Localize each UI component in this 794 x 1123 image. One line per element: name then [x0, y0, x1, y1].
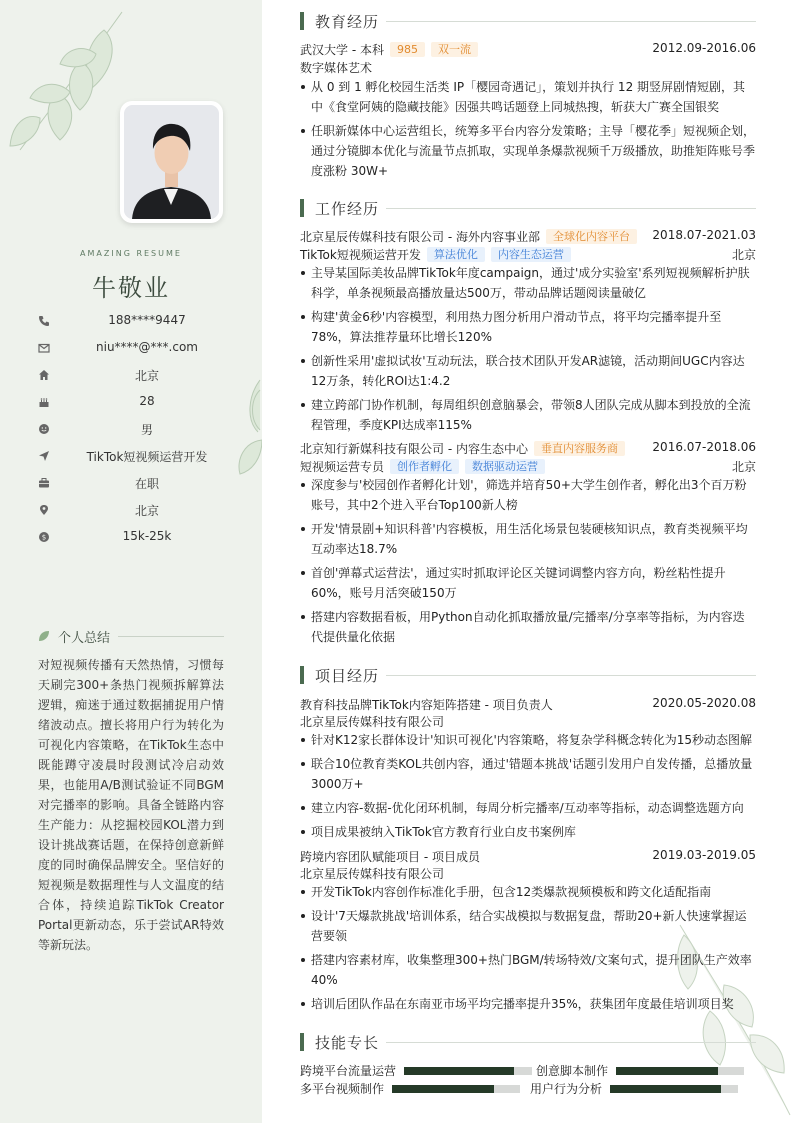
skill-item	[536, 1062, 744, 1078]
skill-bar-fill	[616, 1067, 718, 1075]
job-2-role: 短视频运营专员	[300, 460, 385, 474]
project-2-row	[300, 848, 756, 865]
skill-bar-fill	[392, 1085, 494, 1093]
info-gender	[38, 421, 238, 439]
education-row	[300, 41, 756, 58]
list-item: 首创'弹幕式运营法'，通过实时抓取评论区关键词调整内容方向，粉丝粘性提升60%，账号月活突破150万	[300, 563, 756, 603]
summary-heading	[38, 627, 224, 645]
info-email	[38, 340, 238, 358]
home-icon	[38, 369, 50, 381]
education-date: 2012.09-2016.06	[652, 41, 756, 55]
send-icon	[38, 450, 50, 462]
project-2-name: 跨境内容团队赋能项目 - 项目成员	[300, 850, 480, 864]
list-item: 联合10位教育类KOL共创内容，通过'错题本挑战'话题引发用户自发传播，总播放量3000万+	[300, 754, 756, 794]
section-accent-bar	[300, 12, 304, 30]
summary-divider	[118, 636, 224, 637]
job-2-role-tag: 数据驱动运营	[465, 459, 545, 474]
section-accent-bar	[300, 666, 304, 684]
school-name: 武汉大学 - 本科	[300, 43, 384, 57]
education-bullets	[300, 77, 756, 185]
work-title: 工作经历	[315, 200, 380, 218]
job-2-date: 2016.07-2018.06	[652, 440, 756, 454]
projects-title: 项目经历	[315, 667, 380, 685]
project-2-org-row	[300, 865, 756, 882]
project-1-org-row	[300, 713, 756, 730]
gender-value: 男	[140, 423, 153, 437]
sidebar	[0, 0, 262, 1123]
education-title: 教育经历	[315, 13, 380, 31]
age-value: 28	[139, 394, 155, 408]
list-item: 搭建内容素材库，收集整理300+热门BGM/转场特效/文案句式，提升团队生产效率40%	[300, 950, 756, 990]
project-2-date: 2019.03-2019.05	[652, 848, 756, 862]
summary-title: 个人总结	[58, 631, 111, 646]
job-1-company-row	[300, 228, 756, 245]
project-1-org: 北京星辰传媒科技有限公司	[300, 715, 445, 729]
position-value: TikTok短视频运营开发	[86, 450, 208, 464]
skill-item	[530, 1080, 738, 1096]
list-item: 构建'黄金6秒'内容模型，利用热力图分析用户滑动节点，将平均完播率提升至78%，算法推荐量环比增长120%	[300, 307, 756, 347]
phone-icon	[38, 315, 50, 327]
skills-heading	[300, 1032, 756, 1052]
list-item: 主导某国际美妆品牌TikTok年度campaign，通过'成分实验室'系列短视频解析护肤科学，单条视频最高播放量达500万，带动品牌话题阅读量破亿	[300, 263, 756, 303]
skills-title: 技能专长	[315, 1034, 380, 1052]
list-item: 创新性采用'虚拟试妆'互动玩法，联合技术团队开发AR滤镜，活动期间UGC内容达12万条，转化ROI达1:4.2	[300, 351, 756, 391]
info-phone	[38, 313, 238, 331]
info-position	[38, 448, 238, 466]
skill-bar-track	[392, 1085, 520, 1093]
list-item: 设计'7天爆款挑战'培训体系，结合实战模拟与数据复盘，帮助20+新人快速掌握运营要领	[300, 906, 756, 946]
job-2-city: 北京	[731, 460, 756, 474]
job-1-role-tag: 算法优化	[427, 247, 485, 262]
job-1-company-tag: 全球化内容平台	[546, 229, 637, 244]
job-1-role-row	[300, 246, 756, 263]
svg-text:$: $	[41, 533, 47, 542]
job-2-bullets	[300, 475, 756, 651]
cake-icon	[38, 396, 50, 408]
list-item: 建立跨部门协作机制，每周组织创意脑暴会，带领8人团队完成从脚本到投放的全流程管理，季度KPI达成率115%	[300, 395, 756, 435]
project-1-date: 2020.05-2020.08	[652, 696, 756, 710]
skill-bar-track	[610, 1085, 738, 1093]
leaf-icon	[38, 630, 50, 642]
skill-label: 跨境平台流量运营	[300, 1064, 397, 1078]
info-residence	[38, 367, 238, 385]
status-value: 在职	[134, 477, 159, 491]
salary-value: 15k-25k	[122, 529, 172, 543]
major: 数字媒体艺术	[300, 61, 373, 75]
location-value: 北京	[134, 504, 159, 518]
skill-bar-fill	[404, 1067, 514, 1075]
list-item: 建立内容-数据-优化闭环机制，每周分析完播率/互动率等指标，动态调整选题方向	[300, 798, 756, 818]
work-heading	[300, 198, 756, 218]
info-status	[38, 475, 238, 493]
job-1-company: 北京星辰传媒科技有限公司 - 海外内容事业部	[300, 230, 540, 244]
email-value: niu****@***.com	[96, 340, 198, 354]
job-2-role-tag: 创作者孵化	[390, 459, 459, 474]
money-icon	[38, 531, 50, 543]
skill-label: 多平台视频制作	[300, 1082, 385, 1096]
job-2-role-row	[300, 458, 756, 475]
project-2-bullets	[300, 882, 756, 1018]
job-2-company-row	[300, 440, 756, 457]
list-item: 搭建内容数据看板，用Python自动化抓取播放量/完播率/分享率等指标，为内容迭代提供量化依据	[300, 607, 756, 647]
skill-bar-track	[404, 1067, 532, 1075]
info-salary	[38, 529, 238, 547]
list-item: 项目成果被纳入TikTok官方教育行业白皮书案例库	[300, 822, 756, 842]
residence-value: 北京	[134, 369, 159, 383]
skill-item	[300, 1080, 520, 1096]
job-1-role: TikTok短视频运营开发	[300, 248, 421, 262]
list-item: 从 0 到 1 孵化校园生活类 IP「樱园奇遇记」，策划并执行 12 期竖屏剧情短剧，其中《食堂阿姨的隐藏技能》因强共鸣话题登上同城热搜，斩获大广赛全国银奖	[300, 77, 756, 117]
job-2-company-tag: 垂直内容服务商	[534, 441, 625, 456]
info-location	[38, 502, 238, 520]
smile-icon	[38, 423, 50, 435]
section-divider	[386, 1042, 756, 1043]
project-1-bullets	[300, 730, 756, 846]
education-heading	[300, 11, 756, 31]
section-divider	[386, 208, 756, 209]
project-2-org: 北京星辰传媒科技有限公司	[300, 867, 445, 881]
job-1-city: 北京	[731, 248, 756, 262]
list-item: 任职新媒体中心运营组长，统筹多平台内容分发策略；主导「樱花季」短视频企划，通过分镜脚本优化与流量节点抓取，实现单条爆款视频千万级播放，助推矩阵账号季度涨粉 30W+	[300, 121, 756, 181]
job-2-company: 北京知行新媒科技有限公司 - 内容生态中心	[300, 442, 528, 456]
project-1-name: 教育科技品牌TikTok内容矩阵搭建 - 项目负责人	[300, 698, 553, 712]
section-accent-bar	[300, 1033, 304, 1051]
mail-icon	[38, 342, 50, 354]
summary-text: 对短视频传播有天然热情，习惯每天刷完300+条热门视频拆解算法逻辑，痴迷于通过数据捕捉用户情绪波动点。擅长将用户行为转化为可视化内容策略，在TikTok生态中既能蹲守凌晨时段测试冷启动效果，也能用A/B测试验证不同BGM对完播率的影响。具备全链路内容生产能力：从挖掘校园KOL潜力到设计挑战赛话题，在保持创意新鲜度的同时确保品牌安全。坚信好的短视频是数据理性与人文温度的结合体，持续追踪TikTok Creator Portal更新动态，乐于尝试AR特效等新玩法。	[38, 658, 224, 952]
job-1-role-tag: 内容生态运营	[491, 247, 571, 262]
briefcase-icon	[38, 477, 50, 489]
list-item: 开发'情景剧+知识科普'内容模板，用生活化场景包装硬核知识点，教育类视频平均互动率达18.7%	[300, 519, 756, 559]
avatar	[124, 105, 219, 219]
list-item: 针对K12家长群体设计'知识可视化'内容策略，将复杂学科概念转化为15秒动态图解	[300, 730, 756, 750]
skill-label: 用户行为分析	[530, 1082, 603, 1096]
project-1-row	[300, 696, 756, 713]
list-item: 开发TikTok内容创作标准化手册，包含12类爆款视频模板和跨文化适配指南	[300, 882, 756, 902]
info-age	[38, 394, 238, 412]
location-pin-icon	[38, 504, 50, 516]
resume-subtitle: AMAZING RESUME	[80, 249, 182, 258]
section-accent-bar	[300, 199, 304, 217]
list-item: 深度参与'校园创作者孵化计划'，筛选并培育50+大学生创作者，孵化出3个百万粉账号，其中2个进入平台Top100新人榜	[300, 475, 756, 515]
major-row	[300, 59, 756, 76]
tag-985: 985	[390, 42, 425, 57]
candidate-name: 牛敬业	[92, 274, 170, 302]
skill-bar-fill	[610, 1085, 721, 1093]
skill-label: 创意脚本制作	[536, 1064, 609, 1078]
list-item: 培训后团队作品在东南亚市场平均完播率提升35%，获集团年度最佳培训项目奖	[300, 994, 756, 1014]
avatar-portrait	[124, 105, 219, 219]
job-1-bullets	[300, 263, 756, 439]
skill-bar-track	[616, 1067, 744, 1075]
tag-double-first-class: 双一流	[431, 42, 478, 57]
skill-item	[300, 1062, 532, 1078]
section-divider	[386, 675, 756, 676]
job-1-date: 2018.07-2021.03	[652, 228, 756, 242]
projects-heading	[300, 665, 756, 685]
section-divider	[386, 21, 756, 22]
avatar-frame	[120, 101, 223, 223]
phone-value: 188****9447	[108, 313, 186, 327]
